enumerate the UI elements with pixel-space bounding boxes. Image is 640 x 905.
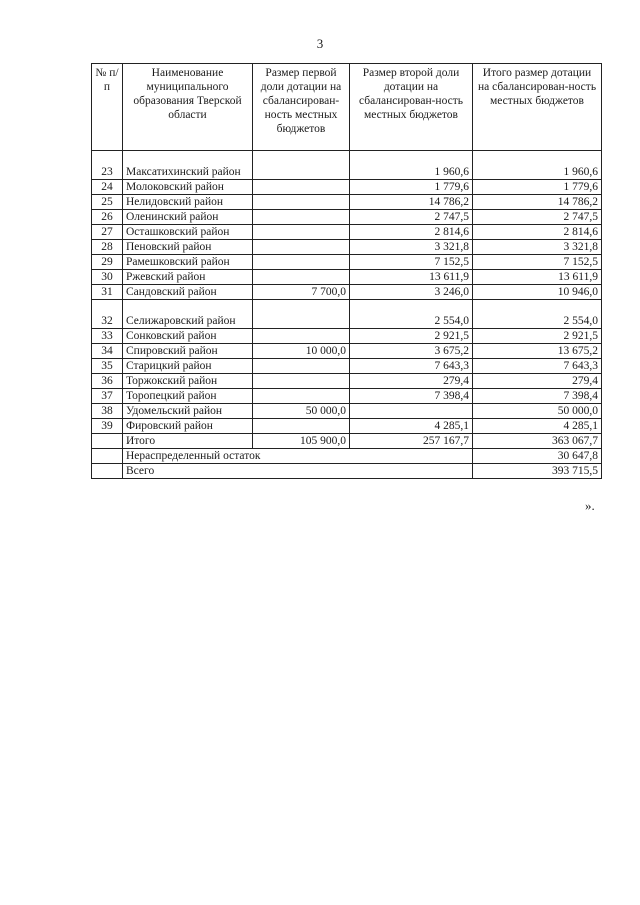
table-row — [92, 285, 602, 300]
row-total: 2 921,5 — [473, 329, 602, 344]
table-row — [92, 344, 602, 359]
row-first-share: 10 000,0 — [253, 344, 350, 359]
row-total: 1 960,6 — [473, 151, 602, 180]
row-num: 39 — [92, 419, 123, 434]
row-name: Рамешковский район — [123, 255, 253, 270]
row-first-share — [253, 225, 350, 240]
row-num: 24 — [92, 180, 123, 195]
row-total: 2 747,5 — [473, 210, 602, 225]
table-row — [92, 151, 602, 180]
row-total: 1 779,6 — [473, 180, 602, 195]
row-first-share — [253, 240, 350, 255]
row-num: 37 — [92, 389, 123, 404]
row-total: 13 675,2 — [473, 344, 602, 359]
row-first-share — [253, 329, 350, 344]
itogo-first: 105 900,0 — [253, 434, 350, 449]
row-second-share: 279,4 — [350, 374, 473, 389]
table-row — [92, 195, 602, 210]
table-row — [92, 225, 602, 240]
row-name: Молоковский район — [123, 180, 253, 195]
table-row — [92, 389, 602, 404]
row-num: 31 — [92, 285, 123, 300]
row-num: 34 — [92, 344, 123, 359]
itogo-row — [92, 434, 602, 449]
row-first-share — [253, 151, 350, 180]
row-name: Пеновский район — [123, 240, 253, 255]
row-total: 7 398,4 — [473, 389, 602, 404]
row-num: 33 — [92, 329, 123, 344]
itogo-total: 363 067,7 — [473, 434, 602, 449]
table-row — [92, 240, 602, 255]
row-total: 14 786,2 — [473, 195, 602, 210]
row-num: 28 — [92, 240, 123, 255]
row-total: 279,4 — [473, 374, 602, 389]
row-second-share: 7 398,4 — [350, 389, 473, 404]
remainder-row — [92, 449, 602, 464]
row-total: 13 611,9 — [473, 270, 602, 285]
header-second-share: Размер второй доли дотации на сбалансирован-ность местных бюджетов — [350, 64, 473, 151]
row-total: 2 814,6 — [473, 225, 602, 240]
remainder-num-cell — [92, 449, 123, 464]
row-num: 29 — [92, 255, 123, 270]
header-first-share: Размер первой доли дотации на сбалансирован-ность местных бюджетов — [253, 64, 350, 151]
row-name: Селижаровский район — [123, 300, 253, 329]
row-second-share: 3 321,8 — [350, 240, 473, 255]
row-total: 2 554,0 — [473, 300, 602, 329]
row-first-share: 50 000,0 — [253, 404, 350, 419]
row-second-share: 2 921,5 — [350, 329, 473, 344]
row-name: Ржевский район — [123, 270, 253, 285]
row-total: 10 946,0 — [473, 285, 602, 300]
vsego-row — [92, 464, 602, 479]
row-first-share — [253, 210, 350, 225]
closing-quote-mark: ». — [585, 498, 595, 513]
row-num: 27 — [92, 225, 123, 240]
table-header-row — [92, 64, 602, 151]
row-name: Сонковский район — [123, 329, 253, 344]
row-num: 30 — [92, 270, 123, 285]
table-summary — [92, 434, 602, 479]
row-first-share — [253, 300, 350, 329]
vsego-num-cell — [92, 464, 123, 479]
row-first-share — [253, 255, 350, 270]
row-first-share — [253, 359, 350, 374]
row-first-share — [253, 195, 350, 210]
row-second-share: 1 779,6 — [350, 180, 473, 195]
row-num: 38 — [92, 404, 123, 419]
row-num: 36 — [92, 374, 123, 389]
row-name: Спировский район — [123, 344, 253, 359]
page-number: 3 — [316, 36, 324, 51]
row-name: Старицкий район — [123, 359, 253, 374]
table-row — [92, 374, 602, 389]
table-row — [92, 270, 602, 285]
itogo-num-cell — [92, 434, 123, 449]
row-first-share — [253, 389, 350, 404]
table-row — [92, 359, 602, 374]
header-total: Итого размер дотации на сбалансирован-ность местных бюджетов — [473, 64, 602, 151]
row-name: Оленинский район — [123, 210, 253, 225]
row-total: 3 321,8 — [473, 240, 602, 255]
row-num: 26 — [92, 210, 123, 225]
table-row — [92, 180, 602, 195]
row-name: Сандовский район — [123, 285, 253, 300]
row-num: 25 — [92, 195, 123, 210]
row-second-share: 7 152,5 — [350, 255, 473, 270]
row-name: Фировский район — [123, 419, 253, 434]
row-second-share: 2 554,0 — [350, 300, 473, 329]
header-num: № п/п — [92, 64, 123, 151]
row-first-share — [253, 419, 350, 434]
table-row — [92, 300, 602, 329]
row-first-share: 7 700,0 — [253, 285, 350, 300]
row-num: 32 — [92, 300, 123, 329]
row-second-share: 2 814,6 — [350, 225, 473, 240]
row-second-share: 13 611,9 — [350, 270, 473, 285]
row-name: Максатихинский район — [123, 151, 253, 180]
row-second-share: 3 246,0 — [350, 285, 473, 300]
row-name: Осташковский район — [123, 225, 253, 240]
table-body — [92, 151, 602, 434]
row-total: 50 000,0 — [473, 404, 602, 419]
row-second-share: 7 643,3 — [350, 359, 473, 374]
vsego-label: Всего — [123, 464, 473, 479]
row-num: 35 — [92, 359, 123, 374]
row-first-share — [253, 180, 350, 195]
row-second-share: 4 285,1 — [350, 419, 473, 434]
row-first-share — [253, 374, 350, 389]
header-name: Наименование муниципального образования Тверской области — [123, 64, 253, 151]
row-total: 4 285,1 — [473, 419, 602, 434]
vsego-total: 393 715,5 — [473, 464, 602, 479]
remainder-total: 30 647,8 — [473, 449, 602, 464]
row-name: Торопецкий район — [123, 389, 253, 404]
row-second-share: 1 960,6 — [350, 151, 473, 180]
row-num: 23 — [92, 151, 123, 180]
itogo-second: 257 167,7 — [350, 434, 473, 449]
row-name: Удомельский район — [123, 404, 253, 419]
row-total: 7 643,3 — [473, 359, 602, 374]
row-total: 7 152,5 — [473, 255, 602, 270]
table-row — [92, 419, 602, 434]
row-second-share: 2 747,5 — [350, 210, 473, 225]
row-name: Торжокский район — [123, 374, 253, 389]
itogo-label: Итого — [123, 434, 253, 449]
table-row — [92, 329, 602, 344]
row-first-share — [253, 270, 350, 285]
row-name: Нелидовский район — [123, 195, 253, 210]
subsidy-table — [91, 63, 602, 479]
row-second-share: 14 786,2 — [350, 195, 473, 210]
table-row — [92, 210, 602, 225]
row-second-share: 3 675,2 — [350, 344, 473, 359]
remainder-label: Нераспределенный остаток — [123, 449, 473, 464]
table-row — [92, 255, 602, 270]
table-row — [92, 404, 602, 419]
row-second-share — [350, 404, 473, 419]
